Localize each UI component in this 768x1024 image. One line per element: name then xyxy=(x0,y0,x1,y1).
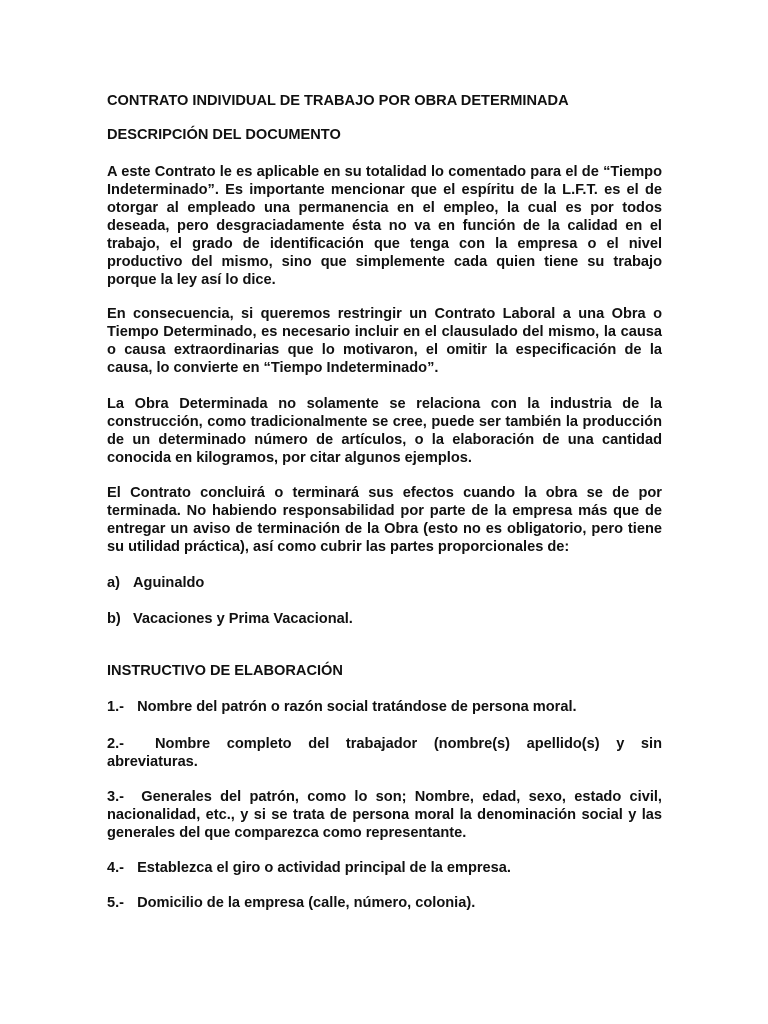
list-marker: a) xyxy=(107,575,120,591)
paragraph-4: El Contrato concluirá o terminará sus efectos cuando la obra se de por terminada. No habiendo responsabilidad por parte de la empresa más que de entregar un aviso de terminación de la Obra (esto no es obligatorio, pero tiene su utilidad práctica), así como cubrir las partes proporcionales de: xyxy=(107,485,662,555)
instruction-item-2 xyxy=(107,735,662,771)
list-item-vacaciones xyxy=(107,610,662,628)
section-heading-descripcion: DESCRIPCIÓN DEL DOCUMENTO xyxy=(107,127,341,143)
paragraph-2: En consecuencia, si queremos restringir un Contrato Laboral a una Obra o Tiempo Determinado, es necesario incluir en el clausulado del mismo, la causa o causa extraordinarias que lo motivaron, el omitir la especificación de la causa, lo convierte en “Tiempo Indeterminado”. xyxy=(107,306,662,376)
instruction-number: 1.- xyxy=(107,699,125,715)
list-item-text: Vacaciones y Prima Vacacional. xyxy=(133,611,353,627)
instruction-number: 2.- xyxy=(107,736,125,752)
paragraph-1: A este Contrato le es aplicable en su totalidad lo comentado para el de “Tiempo Indeterminado”. Es importante mencionar que el espíritu de la L.F.T. es el de otorgar al empleado una permanencia en el empleo, la cual es por todos deseada, pero desgraciadamente ésta no va en función de la calidad en el trabajo, el grado de identificación que tenga con la empresa o el nivel productivo del mismo, sino que simplemente cada quien tiene su trabajo porque la ley así lo dice. xyxy=(107,164,662,288)
instruction-item-3 xyxy=(107,788,662,842)
document-title: CONTRATO INDIVIDUAL DE TRABAJO POR OBRA DETERMINADA xyxy=(107,93,569,109)
instruction-item-5 xyxy=(107,894,662,912)
list-item-text: Aguinaldo xyxy=(133,575,205,591)
instruction-item-1 xyxy=(107,698,662,716)
list-item-aguinaldo xyxy=(107,574,662,592)
instruction-number: 4.- xyxy=(107,860,125,876)
instruction-number: 3.- xyxy=(107,789,125,805)
instruction-number: 5.- xyxy=(107,895,125,911)
list-marker: b) xyxy=(107,611,121,627)
instruction-text: Generales del patrón, como lo son; Nombre, edad, sexo, estado civil, nacionalidad, etc., y si se trata de persona moral la denominación social y las generales del que comparezca como representante. xyxy=(107,789,662,841)
section-heading-instructivo: INSTRUCTIVO DE ELABORACIÓN xyxy=(107,663,343,679)
instruction-text: Nombre del patrón o razón social tratándose de persona moral. xyxy=(137,699,577,715)
paragraph-3: La Obra Determinada no solamente se relaciona con la industria de la construcción, como tradicionalmente se cree, puede ser también la producción de un determinado número de artículos, o la elaboración de una cantidad conocida en kilogramos, por citar algunos ejemplos. xyxy=(107,396,662,466)
instruction-item-4 xyxy=(107,859,662,877)
instruction-text: Domicilio de la empresa (calle, número, colonia). xyxy=(137,895,476,911)
instruction-text: Nombre completo del trabajador (nombre(s) apellido(s) y sin abreviaturas. xyxy=(107,736,662,770)
instruction-text: Establezca el giro o actividad principal de la empresa. xyxy=(137,860,511,876)
